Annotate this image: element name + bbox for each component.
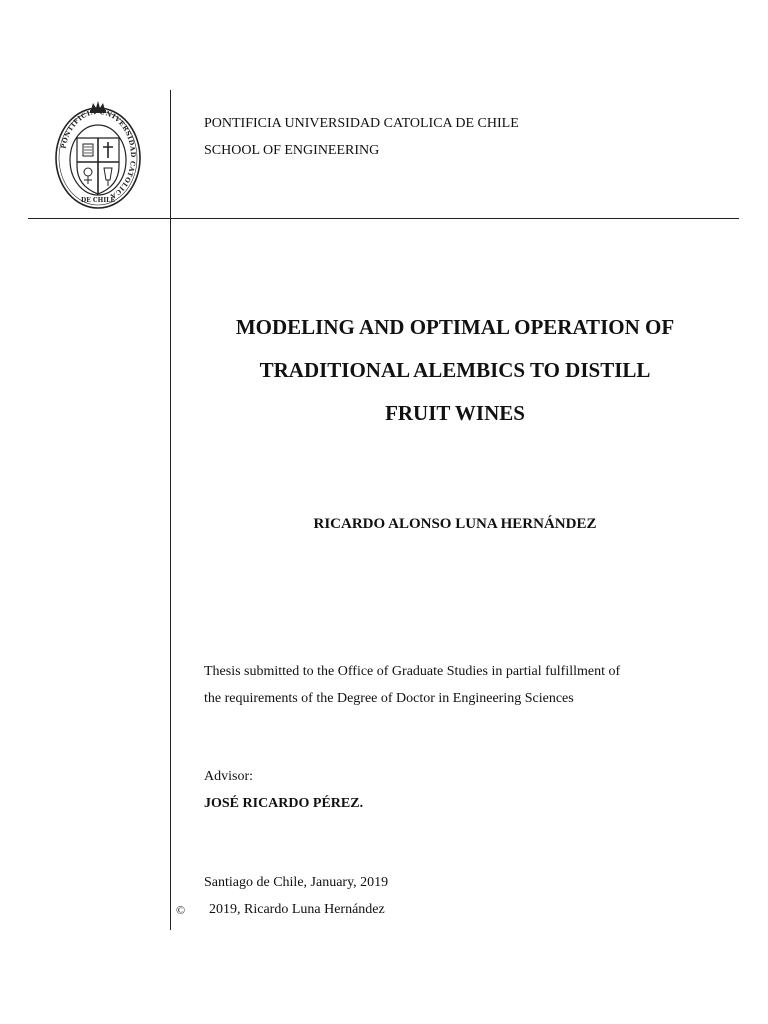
vertical-rule [170,90,171,930]
title-line: FRUIT WINES [385,401,525,425]
advisor-name: JOSÉ RICARDO PÉREZ. [204,796,364,811]
thesis-title [190,306,720,435]
university-name: PONTIFICIA UNIVERSIDAD CATOLICA DE CHILE [204,116,519,131]
place-and-date: Santiago de Chile, January, 2019 [204,875,389,890]
svg-text:DE CHILE: DE CHILE [81,197,115,204]
thesis-statement-line: the requirements of the Degree of Doctor in Engineering Sciences [204,691,574,706]
school-name: SCHOOL OF ENGINEERING [204,143,380,158]
university-seal-logo [53,100,143,212]
horizontal-rule [28,218,739,219]
title-line: TRADITIONAL ALEMBICS TO DISTILL [259,358,651,382]
title-line: MODELING AND OPTIMAL OPERATION OF [235,315,675,339]
thesis-statement-line: Thesis submitted to the Office of Graduate Studies in partial fulfillment of [204,664,621,679]
svg-text:PONTIFICIA UNIVERSIDA: PONTIFICIA UNIVERSIDAD CATOLICA [59,107,138,201]
copyright-icon: © [176,903,186,917]
advisor-label: Advisor: [204,769,253,784]
author-name: RICARDO ALONSO LUNA HERNÁNDEZ [313,516,597,532]
copyright-text: 2019, Ricardo Luna Hernández [209,902,385,917]
